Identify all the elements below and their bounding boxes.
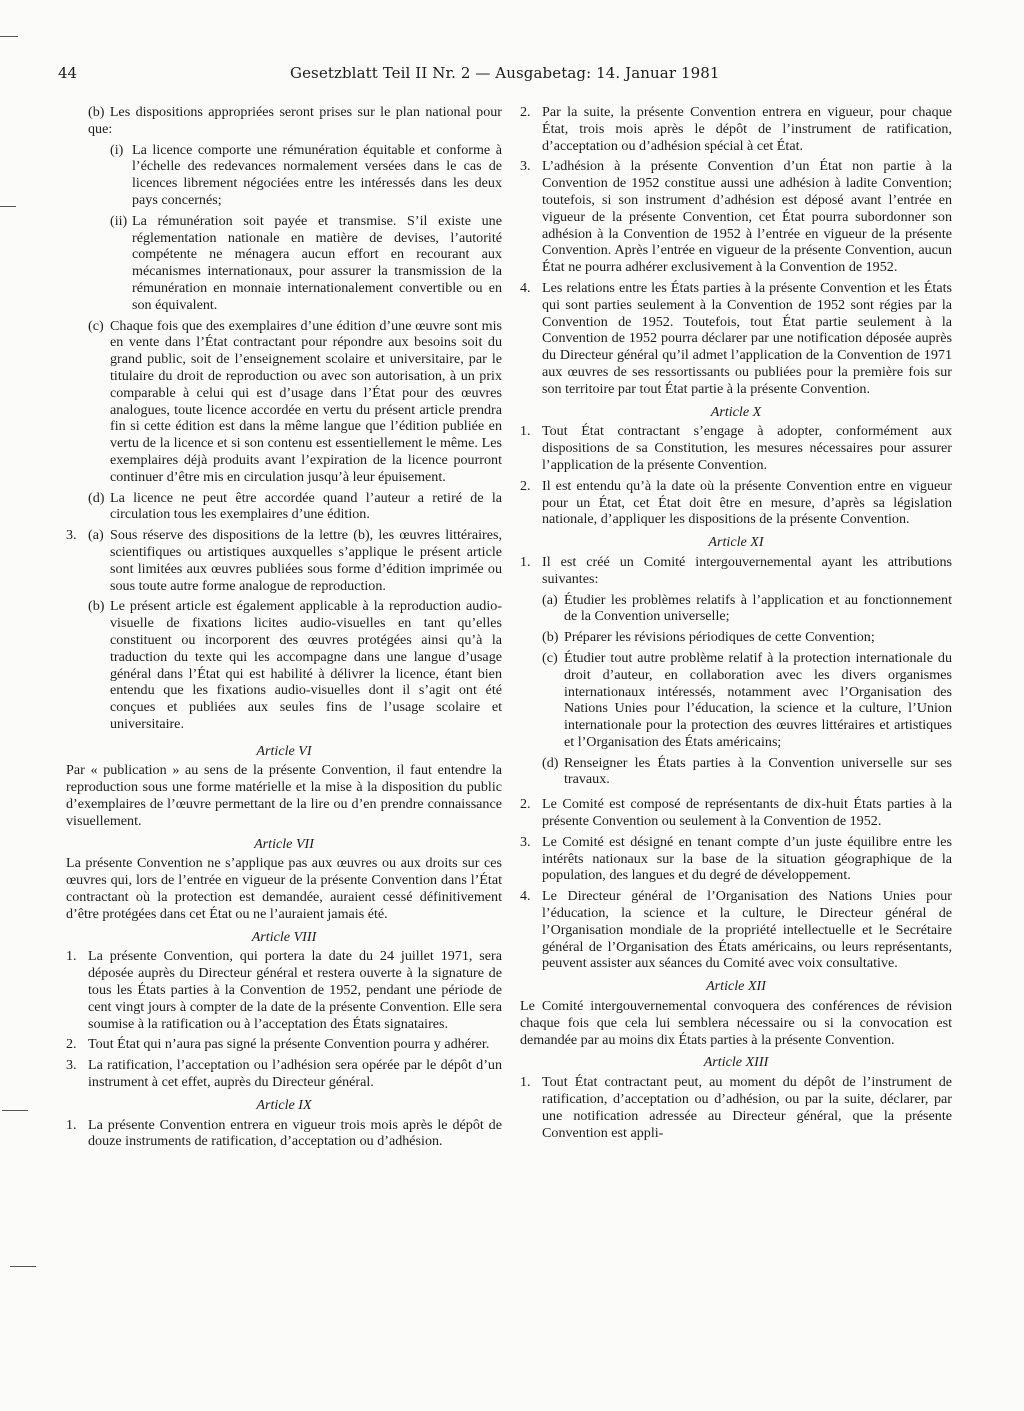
list-item xyxy=(88,490,502,524)
list-text: La rémunération soit payée et transmise. S’il existe une réglementation nationale en matière de devises, l’autorité compétente ne ménagera aucun effort en recourant aux mécanismes internationaux, pour assurer la transmission de la rémunération en monnaie internationalement convertible ou en son équivalent. xyxy=(132,212,502,313)
margin-mark xyxy=(2,1110,28,1111)
article-heading: Article XI xyxy=(708,534,764,551)
paragraph-text: La ratification, l’acceptation ou l’adhésion sera opérée par le dépôt d’un instrument à cet effet, auprès du Directeur général. xyxy=(88,1057,502,1091)
list-item xyxy=(542,755,952,789)
list-item xyxy=(88,598,502,732)
list-item xyxy=(542,629,952,646)
paragraph-text: Il est créé un Comité intergouvernemental ayant les attributions suivantes: xyxy=(542,553,952,587)
paragraph-number: 4. xyxy=(520,888,531,905)
list-text: Sous réserve des dispositions de la lettre (b), les œuvres littéraires, scientifiques ou artistiques auxquelles s’applique le présent article sont limitées aux œuvres publiées sous forme d’édition imprimée ou sous toute autre forme analogue de reproduction. xyxy=(110,527,502,594)
list-text: La licence ne peut être accordée quand l’auteur a retiré de la circulation tous les exemplaires d’une édition. xyxy=(110,489,502,523)
page-header-title: Gesetzblatt Teil II Nr. 2 — Ausgabetag: 14. Januar 1981 xyxy=(290,64,720,82)
margin-mark xyxy=(0,206,16,207)
paragraph-body xyxy=(542,554,952,792)
list-label: (c) xyxy=(88,317,104,334)
numbered-paragraph xyxy=(520,554,952,792)
numbered-paragraph xyxy=(520,1074,952,1141)
paragraph-number: 2. xyxy=(520,477,531,494)
right-column xyxy=(520,104,952,1145)
list-label: (c) xyxy=(542,649,558,666)
paragraph-text: Tout État qui n’aura pas signé la présente Convention pourra y adhérer. xyxy=(88,1036,490,1053)
article-heading: Article XIII xyxy=(703,1054,769,1071)
paragraph-text: Les relations entre les États parties à la présente Convention et les États qui sont parties seulement à la Convention de 1952 sont régies par la Convention de 1952. Toutefois, tout État partie seulement à la Convention de 1952 pourra déclarer par une notification déposée auprès du Directeur général qu’il admet l’application de la Convention de 1971 aux œuvres de ses ressortissants ou publiées pour la première fois sur son territoire par tout État partie à la présente Convention. xyxy=(542,279,952,397)
paragraph: (b) Les dispositions appropriées seront prises sur le plan national pour que: xyxy=(88,104,502,137)
paragraph-number: 4. xyxy=(520,279,531,296)
paragraph-number: 2. xyxy=(520,104,531,120)
numbered-paragraph xyxy=(520,423,952,473)
numbered-paragraph xyxy=(520,158,952,276)
article-heading: Article VII xyxy=(254,835,314,852)
paragraph-text: Le Comité est composé de représentants de dix-huit États parties à la présente Convention ou seulement à la Convention de 1952. xyxy=(542,796,952,830)
list-text: Étudier tout autre problème relatif à la protection internationale du droit d’auteur, en collaboration avec les divers organismes internationaux intéressés, notamment avec l’Organisation des Nations Unies pour l’éducation, la science et la culture, l’Union internationale pour la protection des œuvres littéraires et artistiques et l’Organisation des États américains; xyxy=(564,649,952,750)
paragraph-text: Tout État contractant s’engage à adopter, conformément aux dispositions de sa Constitution, les mesures nécessaires pour assurer l’application de la présente Convention. xyxy=(542,423,952,473)
paragraph-number: 1. xyxy=(66,1116,77,1133)
article-heading: Article IX xyxy=(256,1096,312,1113)
article-heading: Article VIII xyxy=(251,928,317,945)
numbered-paragraph xyxy=(66,1117,502,1151)
list-text: Préparer les révisions périodiques de cette Convention; xyxy=(564,629,875,646)
margin-mark xyxy=(0,36,18,37)
list-label: (ii) xyxy=(110,212,128,229)
numbered-paragraph xyxy=(66,527,502,737)
paragraph-text: Par la suite, la présente Convention entrera en vigueur, pour chaque État, trois mois après le dépôt de l’instrument de ratification, d’acceptation ou d’adhésion spécial à cet État. xyxy=(542,104,952,154)
paragraph-number: 1. xyxy=(520,553,531,570)
list-item xyxy=(88,318,502,486)
article-heading: Article X xyxy=(710,403,762,420)
list-item xyxy=(110,142,502,209)
list-text: Étudier les problèmes relatifs à l’application et au fonctionnement de la Convention universelle; xyxy=(564,591,952,625)
numbered-paragraph xyxy=(520,834,952,884)
list-item xyxy=(542,592,952,626)
paragraph-text: La présente Convention entrera en vigueur trois mois après le dépôt de douze instruments de ratification, d’acceptation ou d’adhésion. xyxy=(88,1116,502,1150)
paragraph: Le Comité intergouvernemental convoquera des conférences de révision chaque fois que cela lui semblera nécessaire ou si la convocation est demandée par au moins dix États parties à la présente Convention. xyxy=(520,998,952,1048)
paragraph: La présente Convention ne s’applique pas aux œuvres ou aux droits sur ces œuvres qui, lors de l’entrée en vigueur de la présente Convention dans l’État contractant où la protection est demandée, auraient cessé définitivement d’être protégées dans cet État ou ne l’auraient jamais été. xyxy=(66,855,502,922)
numbered-paragraph xyxy=(520,796,952,830)
list-text: Renseigner les États parties à la Convention universelle sur ses travaux. xyxy=(564,754,952,788)
numbered-paragraph xyxy=(66,1036,502,1053)
paragraph-number: 3. xyxy=(66,1057,77,1074)
list-label: (a) xyxy=(88,527,104,544)
paragraph: Par « publication » au sens de la présente Convention, il faut entendre la reproduction sous une forme matérielle et la mise à la disposition du public d’exemplaires de l’œuvre permettant de la lire ou d’en prendre connaissance visuellement. xyxy=(66,762,502,829)
list-item xyxy=(542,650,952,751)
numbered-paragraph xyxy=(66,1057,502,1091)
paragraph-number: 3. xyxy=(520,833,531,850)
article-heading: Article VI xyxy=(256,742,312,759)
paragraph-text: Tout État contractant peut, au moment du dépôt de l’instrument de ratification, d’acceptation ou d’adhésion, ou par la suite, déclarer, par une notification adressée au Directeur général, que la présente Convention est appli- xyxy=(542,1074,952,1141)
page-number: 44 xyxy=(58,64,78,82)
list-label: (d) xyxy=(88,489,105,506)
margin-mark xyxy=(10,1266,36,1267)
paragraph-number: 1. xyxy=(520,1074,531,1091)
article-heading: Article XII xyxy=(706,978,766,995)
paragraph-text: Le Comité est désigné en tenant compte d’un juste équilibre entre les intérêts nationaux sur la base de la situation géographique de la population, des langues et du degré de développement. xyxy=(542,833,952,884)
numbered-paragraph xyxy=(520,280,952,398)
paragraph-number: 3. xyxy=(66,527,77,544)
paragraph-text: Le Directeur général de l’Organisation des Nations Unies pour l’éducation, la science et la culture, le Directeur général de l’Organisation mondiale de la propriété intellectuelle et le Secrétaire général de l’Organisation des États américains, ou leurs représentants, peuvent assister aux séances du Comité avec voix consultative. xyxy=(542,888,952,972)
list-label: (d) xyxy=(542,754,559,771)
paragraph-text: Il est entendu qu’à la date où la présente Convention entre en vigueur pour un État, cet État doit être en mesure, d’après sa législation nationale, d’appliquer les dispositions de la présente Convention. xyxy=(542,477,952,528)
paragraph-text: La présente Convention, qui portera la date du 24 juillet 1971, sera déposée auprès du Directeur général et restera ouverte à la signature de tous les États parties à la Convention de 1952, pendant une période de cent vingt jours à compter de la date de la présente Convention. Elle sera soumise à la ratification ou à l’acceptation des États signataires. xyxy=(88,948,502,1032)
list-label: (b) xyxy=(542,629,559,646)
list-item xyxy=(110,213,502,314)
numbered-paragraph xyxy=(520,478,952,528)
paragraph-number: 2. xyxy=(66,1036,77,1053)
paragraph-number: 1. xyxy=(520,423,531,440)
list-text: Le présent article est également applicable à la reproduction audio-visuelle de fixations licites audio-visuelles en tant qu’elles constituent ou incorporent des œuvres protégées ainsi qu’à la traduction du texte qui les accompagne dans une langue d’usage général dans l’État qui est habilité à délivrer la licence, étant bien entendu que les fixations audio-visuelles dont il s’agit ont été conçues et publiées aux seules fins de l’usage scolaire et universitaire. xyxy=(110,598,502,732)
list-label: (i) xyxy=(110,141,124,158)
list-label: (b) xyxy=(88,598,105,615)
paragraph-text: L’adhésion à la présente Convention d’un État non partie à la Convention de 1952 constitue aussi une adhésion à ladite Convention; toutefois, si son instrument d’adhésion est déposé avant l’entrée en vigueur de la présente Convention, cet État pourra subordonner son adhésion à la Convention de 1952 à l’entrée en vigueur de la présente Convention. Après l’entrée en vigueur de la présente Convention, aucun État ne pourra adhérer exclusivement à la Convention de 1952. xyxy=(542,158,952,276)
numbered-paragraph xyxy=(520,888,952,972)
numbered-paragraph xyxy=(66,948,502,1032)
paragraph-body xyxy=(88,527,502,737)
list-text: Chaque fois que des exemplaires d’une édition d’une œuvre sont mis en vente dans l’État contractant pour répondre aux besoins soit du grand public, soit de l’enseignement scolaire et universitaire, par le titulaire du droit de reproduction ou avec son autorisation, à un prix comparable à celui qui est d’usage dans l’État pour des œuvres analogues, toute licence accordée en vertu du présent article prendra fin si cette édition est dans la même langue que l’édition publiée en vertu de la licence et si son contenu est essentiellement le même. Les exemplaires déjà produits avant l’expiration de la licence pourront continuer d’être mis en circulation jusqu’à leur épuisement. xyxy=(110,317,502,485)
list-text: La licence comporte une rémunération équitable et conforme à l’échelle des redevances normalement versées dans le cas de licences librement négociées entre les intéressés dans les deux pays concernés; xyxy=(132,141,502,208)
paragraph-number: 1. xyxy=(66,948,77,965)
list-label: (a) xyxy=(542,591,558,608)
left-column xyxy=(66,104,502,1154)
paragraph-number: 2. xyxy=(520,796,531,813)
numbered-paragraph xyxy=(520,104,952,154)
list-item xyxy=(88,527,502,594)
paragraph-number: 3. xyxy=(520,158,531,175)
